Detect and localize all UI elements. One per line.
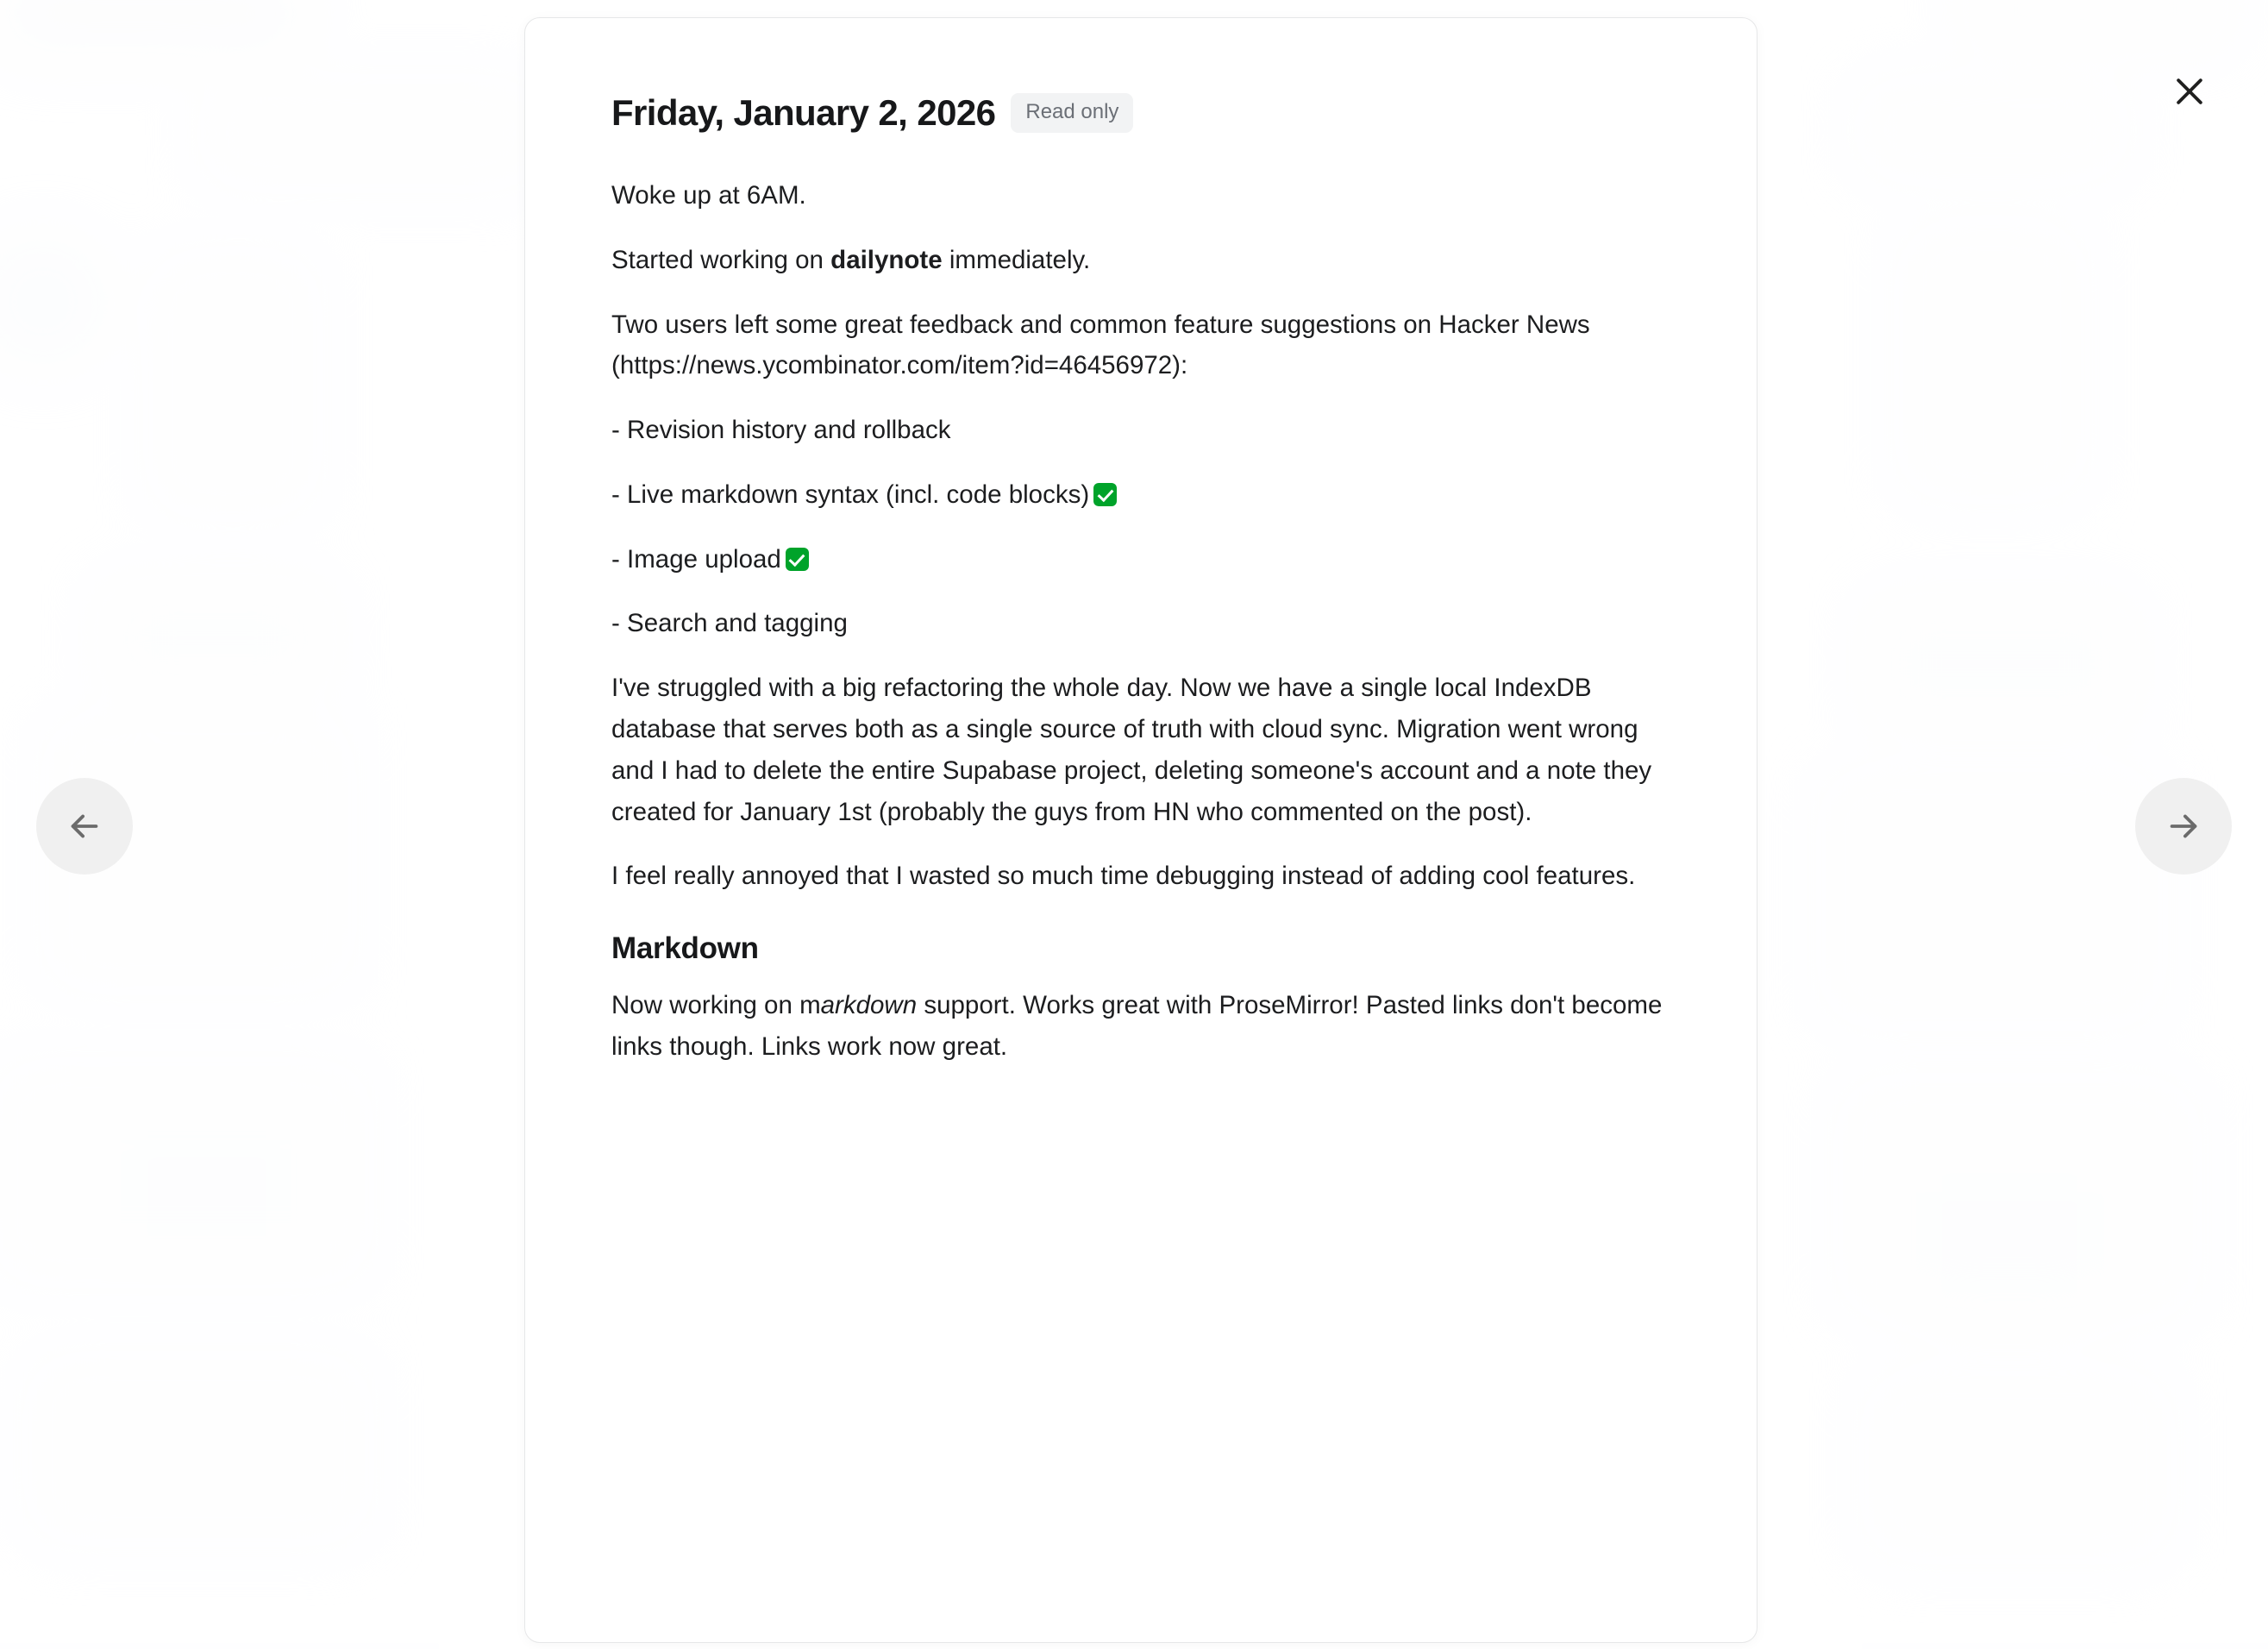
feature-list-item xyxy=(611,474,1670,516)
final-paragraph-italic-term: arkdown xyxy=(820,991,918,1020)
close-x-icon xyxy=(2171,72,2208,113)
feature-list-item xyxy=(611,539,1670,580)
note-paragraph xyxy=(611,240,1670,281)
feature-list-item-label: - Live markdown syntax (incl. code blocks) xyxy=(611,480,1090,509)
paragraph-text-suffix: immediately. xyxy=(942,245,1091,274)
note-content-wrapper xyxy=(525,18,1757,1068)
note-title: Friday, January 2, 2026 xyxy=(611,92,996,133)
note-final-paragraph xyxy=(611,985,1670,1068)
feature-list-item: - Search and tagging xyxy=(611,609,848,638)
note-paragraph: I've struggled with a big refactoring the whole day. Now we have a single local IndexDB database that serves both as a single source of truth with cloud sync. Migration went wrong and I had to delete the entire Supabase project, deleting someone's account and a note they created for January 1st (probably the guys from HN who commented on the post). xyxy=(611,674,1652,826)
note-paragraph: Woke up at 6AM. xyxy=(611,181,806,210)
paragraph-text-prefix: Started working on xyxy=(611,245,831,274)
arrow-right-icon xyxy=(2164,806,2203,846)
note-paragraph: I feel really annoyed that I wasted so much time debugging instead of adding cool features. xyxy=(611,862,1636,891)
check-mark-emoji-icon xyxy=(786,548,809,571)
markdown-section-heading: Markdown xyxy=(611,931,759,966)
check-mark-emoji-icon xyxy=(1093,483,1117,506)
close-modal-button[interactable] xyxy=(2156,59,2223,126)
note-detail-modal xyxy=(524,17,1757,1643)
arrow-left-icon xyxy=(65,806,104,846)
final-paragraph-prefix: Now working on m xyxy=(611,991,821,1020)
next-note-button[interactable] xyxy=(2135,778,2232,875)
previous-note-button[interactable] xyxy=(36,778,133,875)
final-paragraph-suffix: support. Works great with ProseMirror! Pasted links don't become links though. Links work now great. xyxy=(611,991,1663,1061)
note-header xyxy=(611,92,1670,134)
feature-list-item-label: - Image upload xyxy=(611,544,781,574)
feature-list-item: - Revision history and rollback xyxy=(611,416,951,445)
note-paragraph-with-url: Two users left some great feedback and common feature suggestions on Hacker News (https://news.ycombinator.com/item?id=46456972): xyxy=(611,310,1590,380)
note-body xyxy=(611,175,1670,1068)
read-only-badge: Read only xyxy=(1011,93,1133,133)
paragraph-bold-term: dailynote xyxy=(830,245,943,274)
